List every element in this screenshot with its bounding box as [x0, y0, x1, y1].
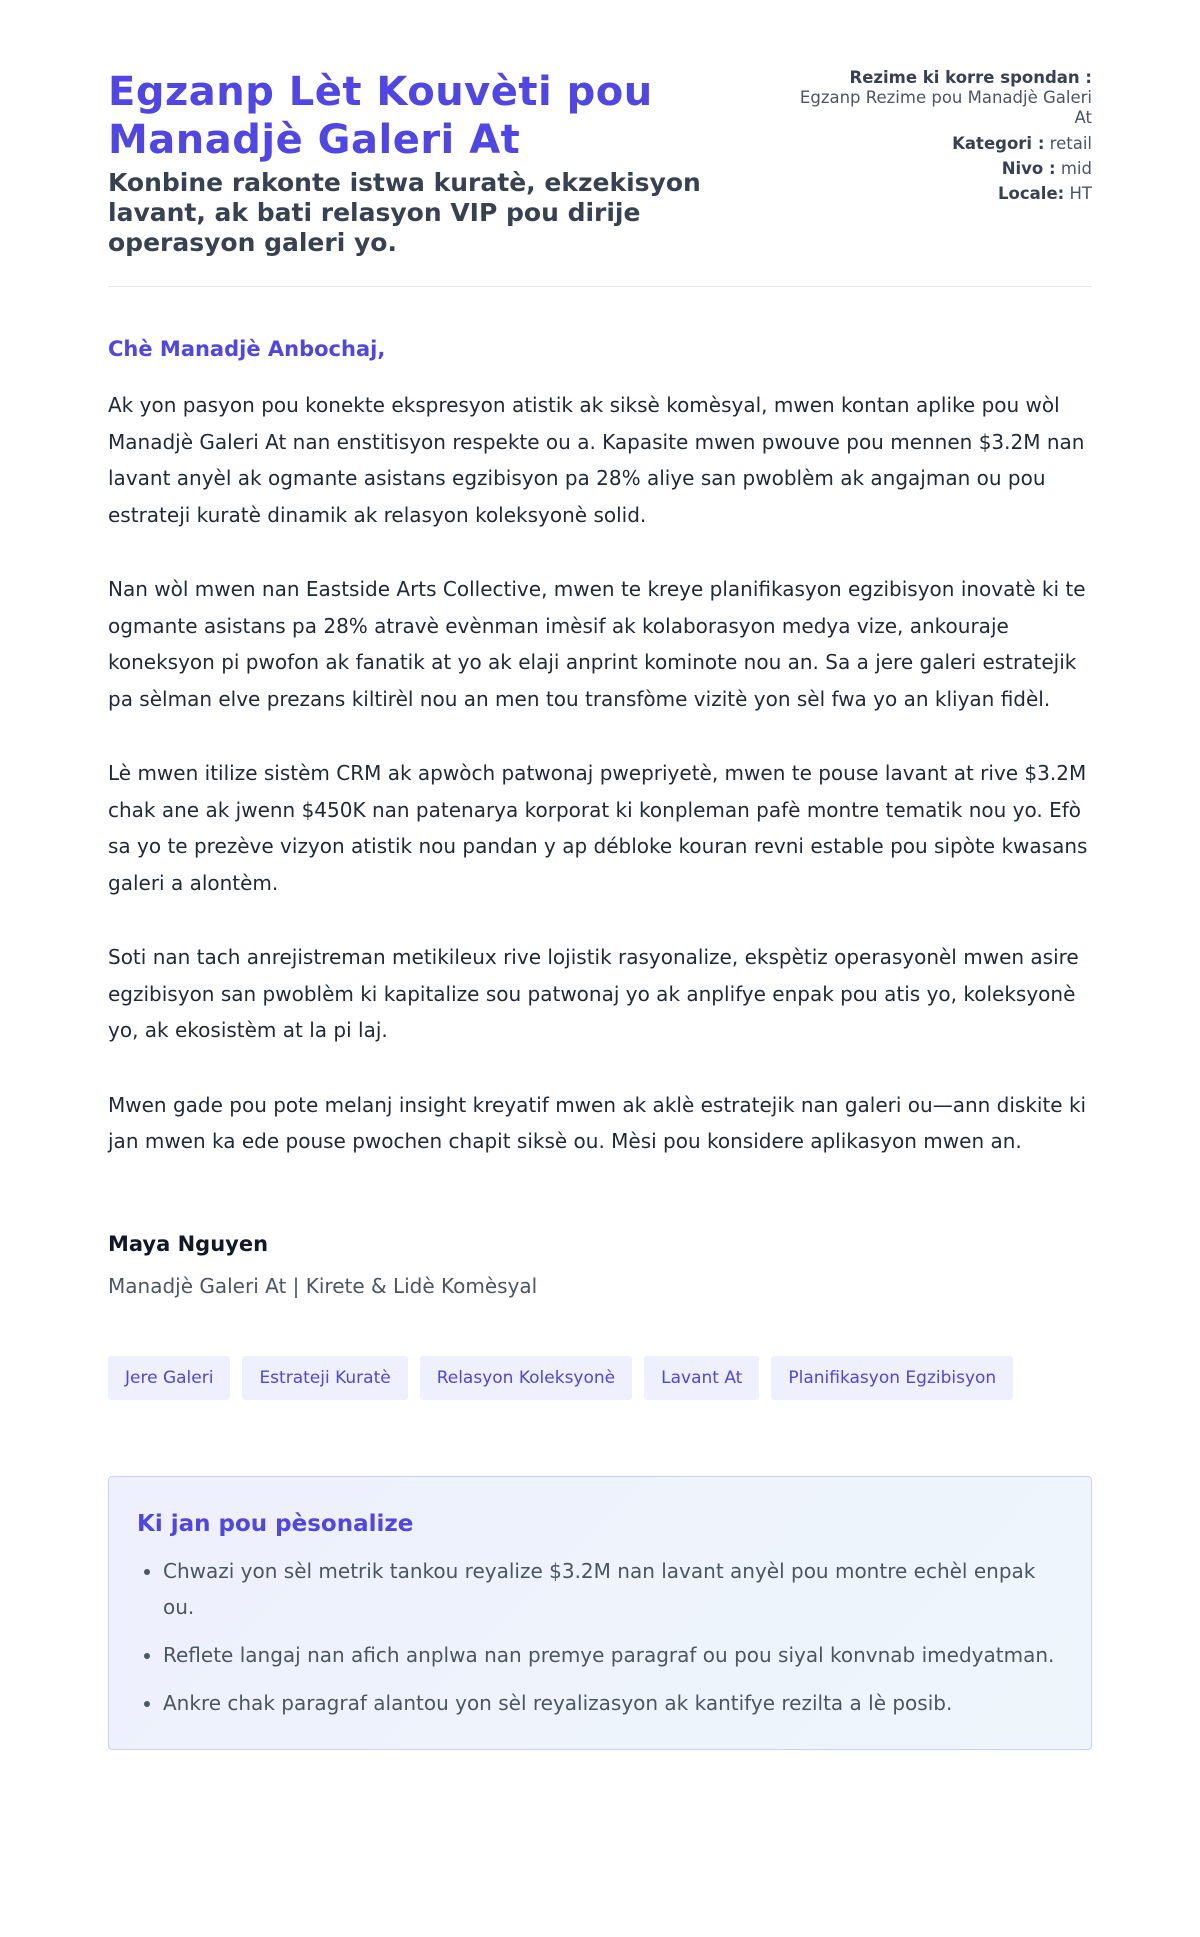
meta-summary-value: Egzanp Rezime pou Manadjè Galeri At	[799, 88, 1092, 127]
meta-locale-label: Locale:	[998, 184, 1065, 203]
meta-summary-label: Rezime ki korre spondan :	[849, 68, 1092, 87]
tip-item: • Reflete langaj nan afich anplwa nan premye paragraf ou pou siyal konvnab imedyatman.	[163, 1637, 1063, 1673]
skill-tag: Jere Galeri	[108, 1356, 230, 1400]
header-divider	[108, 286, 1092, 287]
meta-panel	[792, 68, 1092, 209]
page-title: Egzanp Lèt Kouvèti pou Manadjè Galeri At	[108, 69, 653, 163]
letter-paragraph: Mwen gade pou pote melanj insight kreyatif mwen ak aklè estratejik nan galeri ou—ann diskite ki jan mwen ka ede pouse pwochen chapit siksè ou. Mèsi pou konsidere aplikasyon mwen an.	[108, 1092, 1087, 1153]
meta-level-value: mid	[1060, 159, 1092, 178]
meta-locale-value: HT	[1069, 184, 1092, 203]
skill-tag: Estrateji Kuratè	[242, 1356, 407, 1400]
letter-paragraph: Soti nan tach anrejistreman metikileux rive lojistik rasyonalize, ekspètiz operasyonèl mwen asire egzibisyon san pwoblèm ki kapitalize sou patwonaj yo ak anplifye enpak pou atis yo, koleksyonè yo, ak ekosistèm at la pi laj.	[108, 945, 1079, 1042]
meta-category-value: retail	[1049, 134, 1092, 153]
skill-tags	[108, 1356, 1092, 1400]
letter-body	[108, 387, 1092, 1160]
signature-block	[108, 1230, 1092, 1300]
meta-level-label: Nivo :	[1001, 159, 1056, 178]
meta-level	[792, 159, 1092, 179]
page-subtitle: Konbine rakonte istwa kuratè, ekzekisyon lavant, ak bati relasyon VIP pou dirije operasyon galeri yo.	[108, 168, 701, 257]
meta-category-label: Kategori :	[952, 134, 1045, 153]
page-header	[108, 0, 1092, 257]
letter-paragraph: Lè mwen itilize sistèm CRM ak apwòch patwonaj pwepriyetè, mwen te pouse lavant at rive $3.2M chak ane ak jwenn $450K nan patenarya korporat ki konpleman pafè montre tematik nou yo. Efò sa yo te prezève vizyon atistik nou pandan y ap débloke kouran revni estable pou sipòte kwasans galeri a alontèm.	[108, 761, 1088, 895]
customization-tips-box	[108, 1476, 1092, 1750]
meta-category	[792, 134, 1092, 154]
signature-name: Maya Nguyen	[108, 1231, 269, 1256]
letter-paragraph: Nan wòl mwen nan Eastside Arts Collective, mwen te kreye planifikasyon egzibisyon inovatè ki te ogmante asistans pa 28% atravè evènman imèsif ak kolaborasyon medya vize, ankouraje koneksyon pi pwofon ak fanatik at yo ak elaji anprint kominote nou an. Sa a jere galeri estratejik pa sèlman elve prezans kiltirèl nou an men tou transfòme vizitè yon sèl fwa yo an kliyan fidèl.	[108, 577, 1086, 711]
skill-tag: Planifikasyon Egzibisyon	[771, 1356, 1013, 1400]
header-title-block	[108, 68, 748, 258]
tips-title: Ki jan pou pèsonalize	[137, 1510, 414, 1537]
letter-paragraph: Ak yon pasyon pou konekte ekspresyon atistik ak siksè komèsyal, mwen kontan aplike pou wòl Manadjè Galeri At nan enstitisyon respekte ou a. Kapasite mwen pwouve pou mennen $3.2M nan lavant anyèl ak ogmante asistans egzibisyon pa 28% aliye san pwoblèm ak angajman ou pou estrateji kuratè dinamik ak relasyon koleksyonè solid.	[108, 393, 1085, 527]
meta-summary	[792, 68, 1092, 128]
signature-title: Manadjè Galeri At | Kirete & Lidè Komèsyal	[108, 1273, 538, 1298]
skill-tag: Lavant At	[644, 1356, 759, 1400]
tip-item: • Ankre chak paragraf alantou yon sèl reyalizasyon ak kantifye rezilta a lè posib.	[163, 1685, 1063, 1721]
tips-list	[137, 1553, 1063, 1721]
tip-item: • Chwazi yon sèl metrik tankou reyalize $3.2M nan lavant anyèl pou montre echèl enpak ou.	[163, 1553, 1063, 1625]
meta-locale	[792, 184, 1092, 204]
skill-tag: Relasyon Koleksyonè	[420, 1356, 632, 1400]
letter-salutation: Chè Manadjè Anbochaj,	[108, 337, 386, 361]
